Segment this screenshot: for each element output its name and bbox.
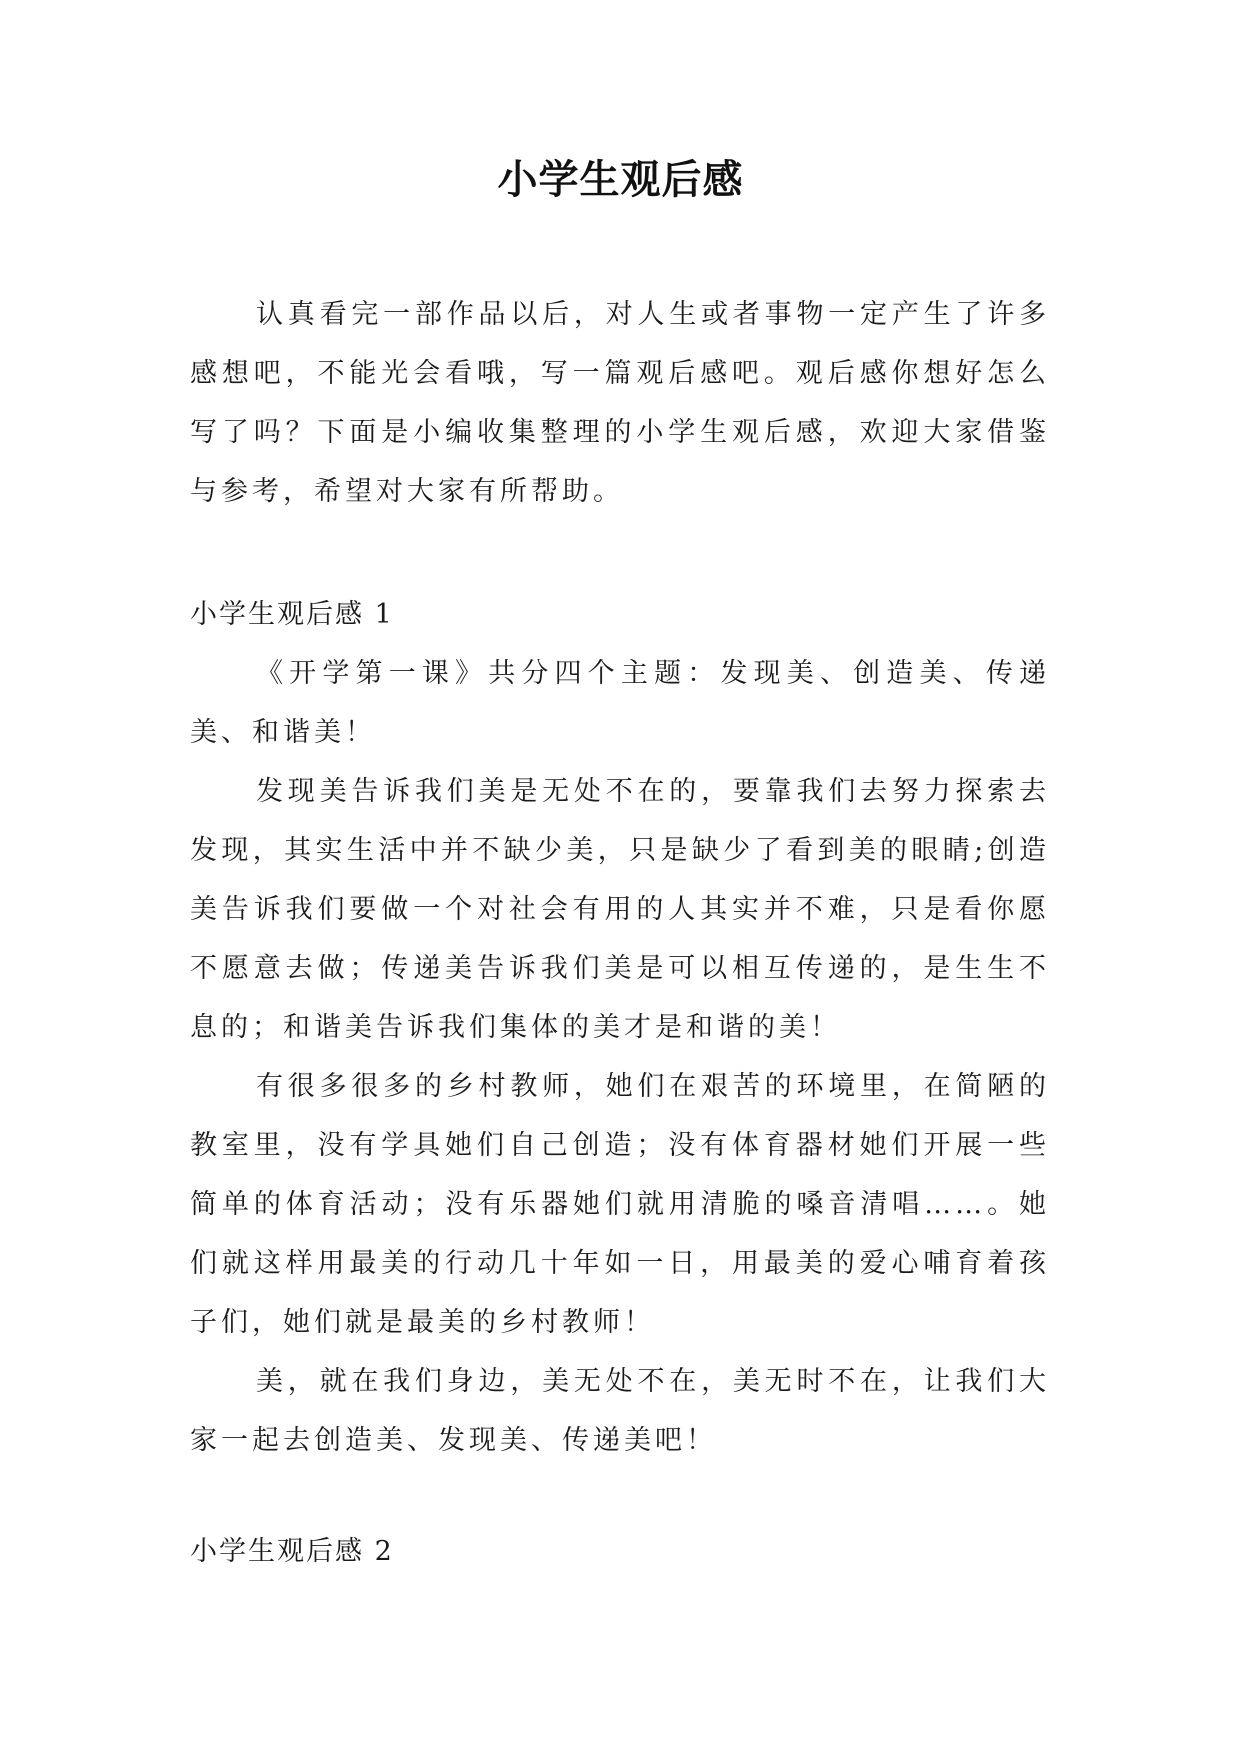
spacer xyxy=(190,1470,1050,1522)
section-heading: 小学生观后感 2 xyxy=(190,1536,394,1567)
section-1 xyxy=(190,585,1050,1470)
section-paragraph: 发现美告诉我们美是无处不在的，要靠我们去努力探索去发现，其实生活中并不缺少美，只是缺少了看到美的眼睛;创造美告诉我们要做一个对社会有用的人其实并不难，只是看你愿不愿意去做；传递美告诉我们美是可以相互传递的，是生生不息的；和谐美告诉我们集体的美才是和谐的美！ xyxy=(190,776,1050,1043)
section-paragraph: 有很多很多的乡村教师，她们在艰苦的环境里，在简陋的教室里，没有学具她们自己创造；没有体育器材她们开展一些简单的体育活动；没有乐器她们就用清脆的嗓音清唱……。她们就这样用最美的行动几十年如一日，用最美的爱心哺育着孩子们，她们就是最美的乡村教师！ xyxy=(190,1071,1050,1338)
intro-paragraph: 认真看完一部作品以后，对人生或者事物一定产生了许多感想吧，不能光会看哦，写一篇观后感吧。观后感你想好怎么写了吗？下面是小编收集整理的小学生观后感，欢迎大家借鉴与参考，希望对大家有所帮助。 xyxy=(190,299,1050,507)
section-paragraph: 《开学第一课》共分四个主题：发现美、创造美、传递美、和谐美！ xyxy=(190,658,1050,748)
section-heading: 小学生观后感 1 xyxy=(190,599,394,630)
section-paragraph: 美，就在我们身边，美无处不在，美无时不在，让我们大家一起去创造美、发现美、传递美吧！ xyxy=(190,1366,1050,1456)
document-body xyxy=(190,285,1050,1581)
spacer xyxy=(190,521,1050,585)
section-2 xyxy=(190,1522,1050,1581)
document-title: 小学生观后感 xyxy=(497,157,744,203)
